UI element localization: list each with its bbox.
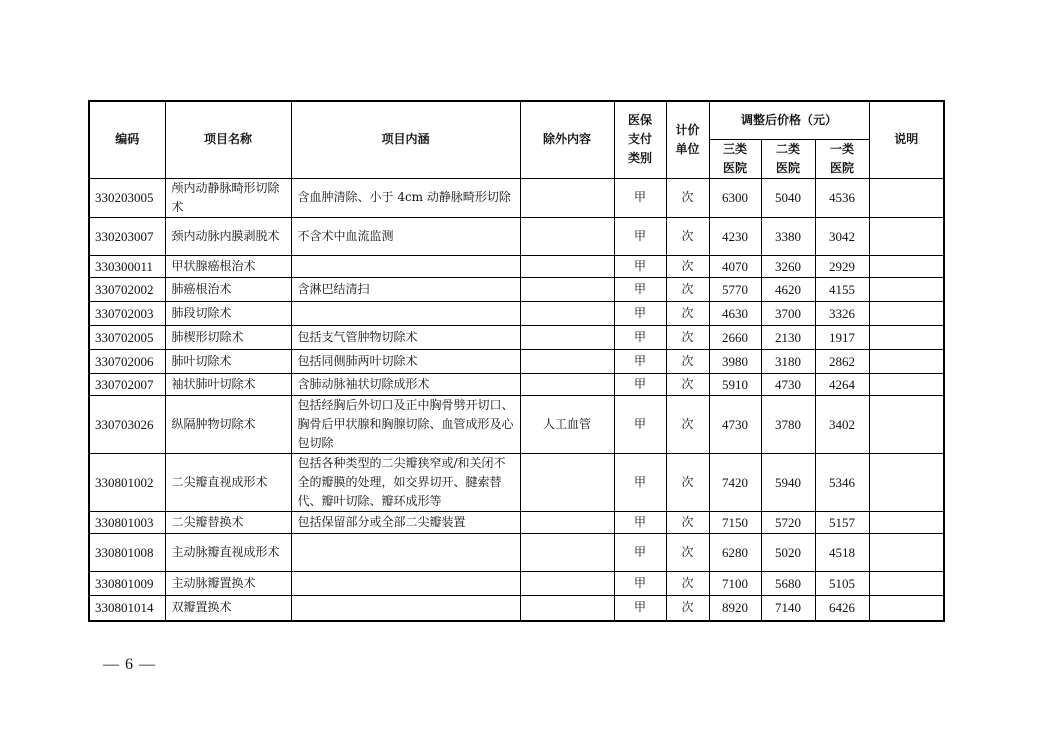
row-note [869,571,944,595]
row-item-name: 颈内动脉内膜剥脱术 [165,217,291,255]
row-note [869,301,944,325]
row-insurance-category: 甲 [614,595,666,621]
row-unit: 次 [666,349,709,373]
row-item-content [291,571,520,595]
row-price-class2: 5720 [761,511,815,533]
table-row [89,571,944,595]
row-item-content: 包括经胸后外切口及正中胸骨劈开切口、胸骨后甲状腺和胸腺切除、血管成形及心包切除 [291,395,520,453]
row-insurance-category: 甲 [614,373,666,395]
row-price-class3: 5770 [709,277,761,301]
row-item-name: 肺楔形切除术 [165,325,291,349]
row-note [869,511,944,533]
row-code: 330702003 [89,301,165,325]
row-item-content: 包括支气管肿物切除术 [291,325,520,349]
row-note [869,595,944,621]
table-row [89,277,944,301]
row-price-class3: 6280 [709,533,761,571]
row-item-content: 包括保留部分或全部二尖瓣装置 [291,511,520,533]
table-row [89,217,944,255]
row-note [869,349,944,373]
row-price-class1: 3402 [815,395,869,453]
row-code: 330703026 [89,395,165,453]
row-note [869,453,944,511]
row-exclusions [520,301,614,325]
row-exclusions [520,533,614,571]
row-item-name: 二尖瓣替换术 [165,511,291,533]
row-price-class3: 7420 [709,453,761,511]
row-unit: 次 [666,595,709,621]
row-price-class3: 6300 [709,178,761,217]
row-price-class3: 4230 [709,217,761,255]
header-class1-hospital: 一类 医院 [815,139,869,178]
row-insurance-category: 甲 [614,277,666,301]
row-unit: 次 [666,533,709,571]
row-price-class2: 5040 [761,178,815,217]
row-code: 330203007 [89,217,165,255]
row-code: 330801003 [89,511,165,533]
table-row [89,395,944,453]
row-code: 330702007 [89,373,165,395]
table-row [89,453,944,511]
row-price-class1: 2862 [815,349,869,373]
row-unit: 次 [666,453,709,511]
row-item-content: 含淋巴结清扫 [291,277,520,301]
row-price-class2: 3380 [761,217,815,255]
row-price-class1: 5157 [815,511,869,533]
row-unit: 次 [666,301,709,325]
row-item-name: 甲状腺癌根治术 [165,255,291,277]
row-price-class2: 4730 [761,373,815,395]
table-row [89,595,944,621]
row-price-class1: 2929 [815,255,869,277]
header-exclusions: 除外内容 [520,101,614,178]
row-note [869,217,944,255]
row-exclusions [520,217,614,255]
row-exclusions [520,349,614,373]
row-insurance-category: 甲 [614,325,666,349]
row-insurance-category: 甲 [614,255,666,277]
row-insurance-category: 甲 [614,453,666,511]
row-price-class2: 4620 [761,277,815,301]
row-price-class1: 4155 [815,277,869,301]
row-insurance-category: 甲 [614,395,666,453]
row-note [869,255,944,277]
row-exclusions [520,277,614,301]
row-price-class2: 2130 [761,325,815,349]
row-item-name: 肺段切除术 [165,301,291,325]
row-code: 330702002 [89,277,165,301]
row-item-name: 主动脉瓣直视成形术 [165,533,291,571]
row-unit: 次 [666,511,709,533]
row-note [869,178,944,217]
row-note [869,533,944,571]
row-exclusions [520,571,614,595]
row-price-class2: 3700 [761,301,815,325]
row-exclusions: 人工血管 [520,395,614,453]
row-price-class3: 4730 [709,395,761,453]
row-note [869,277,944,301]
row-insurance-category: 甲 [614,571,666,595]
header-name: 项目名称 [165,101,291,178]
table-row [89,301,944,325]
row-price-class2: 7140 [761,595,815,621]
row-exclusions [520,595,614,621]
row-price-class1: 4264 [815,373,869,395]
row-price-class1: 5105 [815,571,869,595]
table-row [89,255,944,277]
row-item-content [291,595,520,621]
row-code: 330203005 [89,178,165,217]
table-row [89,533,944,571]
header-content: 项目内涵 [291,101,520,178]
row-exclusions [520,453,614,511]
row-price-class1: 4518 [815,533,869,571]
row-price-class1: 5346 [815,453,869,511]
table-body [89,178,944,621]
header-class2-hospital: 二类 医院 [761,139,815,178]
row-item-content: 含肺动脉袖状切除成形术 [291,373,520,395]
row-price-class1: 3326 [815,301,869,325]
row-exclusions [520,511,614,533]
row-exclusions [520,255,614,277]
row-insurance-category: 甲 [614,533,666,571]
row-code: 330801002 [89,453,165,511]
row-price-class1: 1917 [815,325,869,349]
row-insurance-category: 甲 [614,217,666,255]
row-price-class2: 5020 [761,533,815,571]
row-price-class3: 5910 [709,373,761,395]
row-price-class2: 5680 [761,571,815,595]
row-price-class3: 2660 [709,325,761,349]
row-item-name: 袖状肺叶切除术 [165,373,291,395]
row-price-class2: 3180 [761,349,815,373]
row-item-name: 肺叶切除术 [165,349,291,373]
row-unit: 次 [666,571,709,595]
row-item-content: 不含术中血流监测 [291,217,520,255]
row-item-content: 含血肿清除、小于 4cm 动静脉畸形切除 [291,178,520,217]
row-item-name: 主动脉瓣置换术 [165,571,291,595]
row-note [869,325,944,349]
row-unit: 次 [666,395,709,453]
row-unit: 次 [666,277,709,301]
row-code: 330801009 [89,571,165,595]
table-row [89,349,944,373]
row-price-class1: 3042 [815,217,869,255]
row-price-class2: 3780 [761,395,815,453]
row-insurance-category: 甲 [614,349,666,373]
row-item-name: 纵隔肿物切除术 [165,395,291,453]
row-price-class3: 8920 [709,595,761,621]
row-item-content: 包括同侧肺两叶切除术 [291,349,520,373]
row-item-name: 双瓣置换术 [165,595,291,621]
header-note: 说明 [869,101,944,178]
row-code: 330801014 [89,595,165,621]
price-table [88,100,945,622]
row-item-content: 包括各种类型的二尖瓣狭窄或/和关闭不全的瓣膜的处理，如交界切开、腱索替代、瓣叶切除、瓣环成形等 [291,453,520,511]
table-row [89,325,944,349]
row-price-class3: 4630 [709,301,761,325]
row-unit: 次 [666,255,709,277]
row-price-class1: 4536 [815,178,869,217]
row-exclusions [520,373,614,395]
row-item-name: 颅内动静脉畸形切除术 [165,178,291,217]
row-exclusions [520,325,614,349]
row-price-class3: 7150 [709,511,761,533]
row-unit: 次 [666,178,709,217]
header-insurance-category: 医保 支付 类别 [614,101,666,178]
row-code: 330801008 [89,533,165,571]
row-price-class3: 7100 [709,571,761,595]
row-insurance-category: 甲 [614,511,666,533]
row-note [869,395,944,453]
row-item-name: 肺癌根治术 [165,277,291,301]
table-row [89,373,944,395]
row-insurance-category: 甲 [614,178,666,217]
header-adjusted-price: 调整后价格（元） [709,101,869,139]
row-code: 330702006 [89,349,165,373]
table-row [89,178,944,217]
row-price-class2: 3260 [761,255,815,277]
row-item-content [291,255,520,277]
row-unit: 次 [666,373,709,395]
row-item-name: 二尖瓣直视成形术 [165,453,291,511]
row-unit: 次 [666,217,709,255]
header-class3-hospital: 三类 医院 [709,139,761,178]
row-price-class1: 6426 [815,595,869,621]
row-price-class2: 5940 [761,453,815,511]
row-unit: 次 [666,325,709,349]
row-insurance-category: 甲 [614,301,666,325]
row-note [869,373,944,395]
page-number: — 6 — [103,656,156,673]
table-row [89,511,944,533]
header-code: 编码 [89,101,165,178]
row-price-class3: 4070 [709,255,761,277]
header-unit: 计价 单位 [666,101,709,178]
row-price-class3: 3980 [709,349,761,373]
row-code: 330300011 [89,255,165,277]
row-exclusions [520,178,614,217]
row-code: 330702005 [89,325,165,349]
row-item-content [291,301,520,325]
row-item-content [291,533,520,571]
